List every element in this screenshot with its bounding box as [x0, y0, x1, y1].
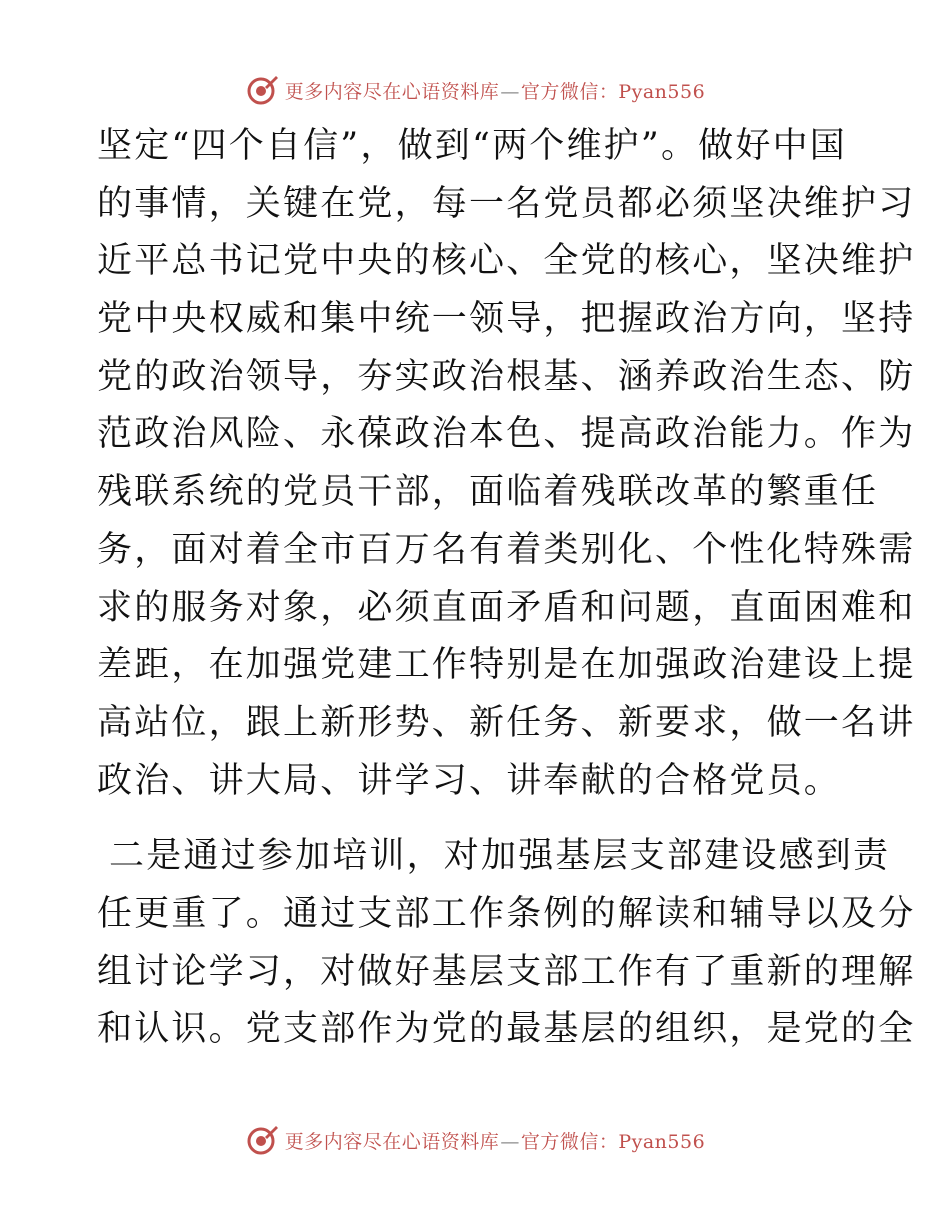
footer-banner	[0, 1120, 950, 1160]
text-line: 高站位，跟上新形势、新任务、新要求，做一名讲	[97, 702, 916, 743]
banner-main: 更多内容尽在心语资料库	[284, 1130, 500, 1153]
text-line: 任更重了。通过支部工作条例的解读和辅导以及分	[97, 893, 916, 934]
text-line: 和认识。党支部作为党的最基层的组织，是党的全	[97, 1009, 916, 1050]
text-line: 党的政治领导，夯实政治根基、涵养政治生态、防	[97, 356, 916, 397]
banner-prefix: 官方微信：	[520, 80, 619, 103]
text-line: 求的服务对象，必须直面矛盾和问题，直面困难和	[97, 587, 916, 628]
banner-wechat-id: Pyan556	[618, 80, 706, 103]
text-line: 政治、讲大局、讲学习、讲奉献的合格党员。	[97, 760, 842, 801]
banner-wechat-id: Pyan556	[618, 1130, 706, 1153]
banner-dash: —	[500, 80, 520, 103]
text-line: 坚定“四个自信”，做到“两个维护”。做好中国	[97, 126, 847, 166]
banner-main: 更多内容尽在心语资料库	[284, 80, 500, 103]
text-line: 务，面对着全市百万名有着类别化、个性化特殊需	[97, 529, 916, 570]
text-line: 差距，在加强党建工作特别是在加强政治建设上提	[97, 645, 916, 686]
quill-seal-logo	[245, 1123, 279, 1157]
text-line: 近平总书记党中央的核心、全党的核心，坚决维护	[97, 241, 916, 282]
paragraph-gap	[97, 810, 857, 828]
quill-seal-logo	[245, 73, 279, 107]
paragraph-2	[97, 828, 916, 1059]
text-line: 的事情，关键在党，每一名党员都必须坚决维护习	[97, 183, 916, 224]
banner-dash: —	[500, 1130, 520, 1153]
text-line: 组讨论学习，对做好基层支部工作有了重新的理解	[97, 951, 916, 992]
paragraph-1	[97, 118, 916, 810]
banner-prefix: 官方微信：	[520, 1130, 619, 1153]
text-line: 二是通过参加培训，对加强基层支部建设感到责	[109, 836, 891, 877]
text-line: 党中央权威和集中统一领导，把握政治方向，坚持	[97, 299, 916, 340]
banner-text	[285, 1127, 705, 1154]
header-banner	[0, 70, 950, 110]
text-line: 范政治风险、永葆政治本色、提高政治能力。作为	[97, 414, 916, 455]
banner-text	[285, 77, 705, 104]
document-body	[97, 118, 916, 1059]
text-line: 残联系统的党员干部，面临着残联改革的繁重任	[97, 472, 879, 513]
